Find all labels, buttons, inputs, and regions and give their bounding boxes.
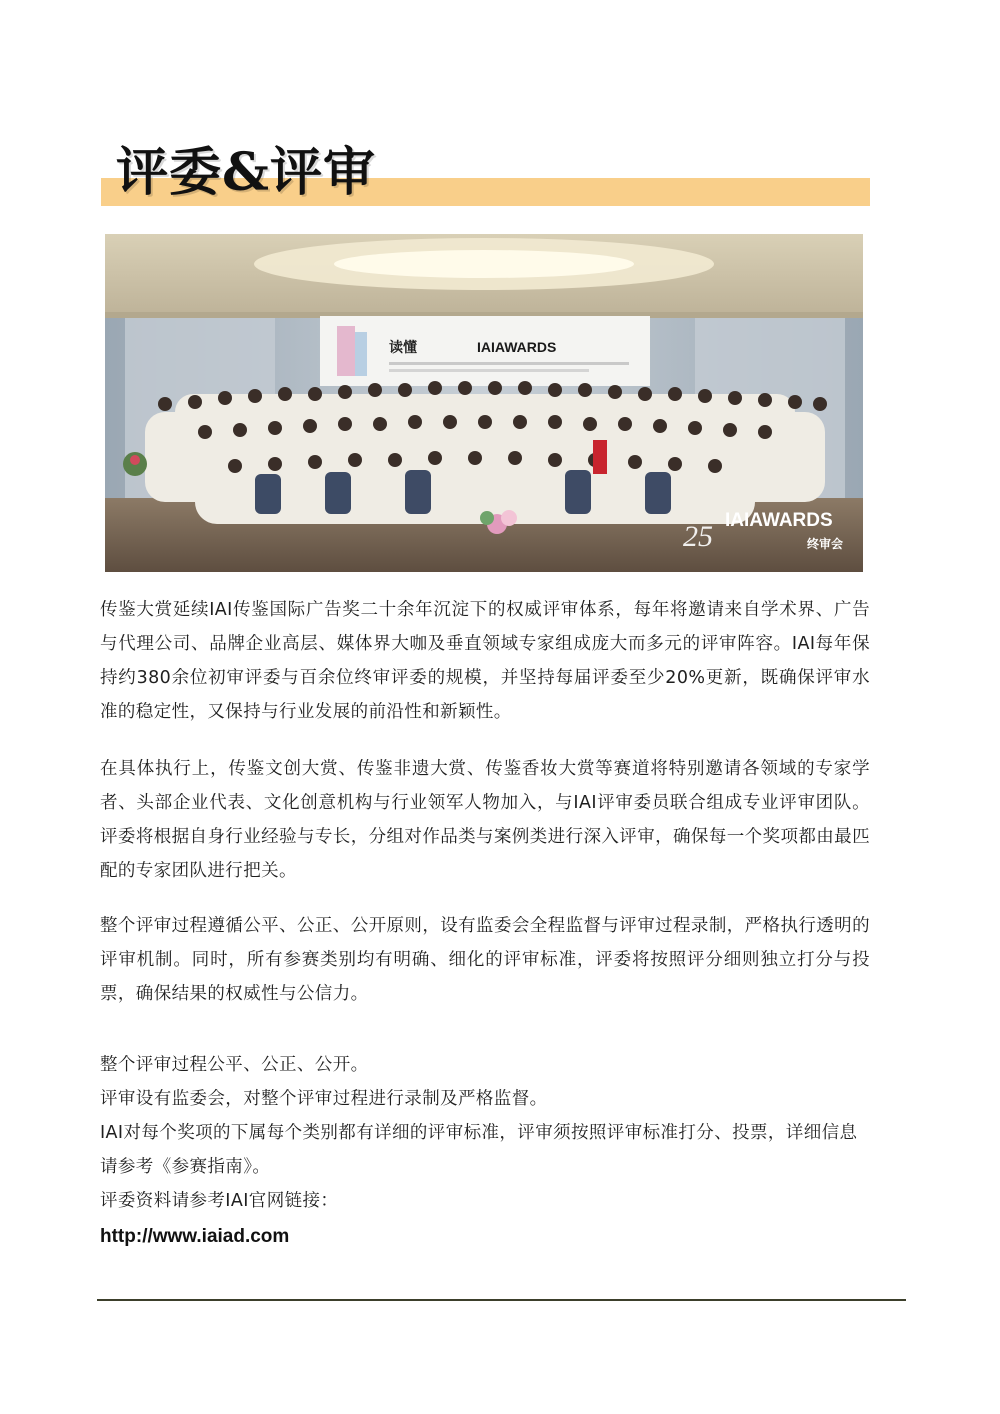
note-line: 评委资料请参考IAI官网链接： <box>100 1191 339 1211</box>
paragraph-fairness <box>100 909 870 1011</box>
corner-logo-caption: 终审会 <box>807 537 844 551</box>
note-line: 评审设有监委会，对整个评审过程进行录制及严格监督。 <box>100 1089 548 1109</box>
paragraph-text: 在具体执行上，传鉴文创大赏、传鉴非遗大赏、传鉴香妆大赏等赛道将特别邀请各领域的专家学者、头部企业代表、文化创意机构与行业领军人物加入，与IAI评审委员联合组成专业评审团队。评委将根据自身行业经验与专长，分组对作品类与案例类进行深入评审，确保每一个奖项都由最匹配的专家团队进行把关。 <box>100 759 870 881</box>
note-line: IAI对每个奖项的下属每个类别都有详细的评审标准，评审须按照评审标准打分、投票，详细信息请参考《参赛指南》。 <box>100 1123 858 1177</box>
group-of-people <box>145 394 825 524</box>
bottom-divider <box>97 1299 906 1301</box>
backdrop-title: 读懂 <box>389 340 417 356</box>
paragraph-text: 整个评审过程遵循公平、公正、公开原则，设有监委会全程监督与评审过程录制，严格执行透明的评审机制。同时，所有参赛类别均有明确、细化的评审标准，评委将按照评分细则独立打分与投票，确保结果的权威性与公信力。 <box>100 916 870 1004</box>
paragraph-judging-system <box>100 593 870 729</box>
corner-logo-brand: IAIAWARDS <box>725 510 833 531</box>
corner-logo-number: 25 <box>683 520 713 553</box>
website-link[interactable]: http://www.iaiad.com <box>100 1226 290 1247</box>
page-title: 评委&评审 <box>116 142 376 203</box>
backdrop-brand-logo: IAIAWARDS <box>477 339 557 355</box>
group-photo-illustration <box>105 234 863 572</box>
paragraph-execution <box>100 752 870 888</box>
group-photo <box>105 234 863 572</box>
notes-list <box>100 1048 870 1254</box>
note-line: 整个评审过程公平、公正、公开。 <box>100 1055 369 1075</box>
paragraph-text: 传鉴大赏延续IAI传鉴国际广告奖二十余年沉淀下的权威评审体系，每年将邀请来自学术界、广告与代理公司、品牌企业高层、媒体界大咖及垂直领域专家组成庞大而多元的评审阵容。IAI每年保持约380余位初审评委与百余位终审评委的规模，并坚持每届评委至少20%更新，既确保评审水准的稳定性，又保持与行业发展的前沿性和新颖性。 <box>100 600 870 722</box>
